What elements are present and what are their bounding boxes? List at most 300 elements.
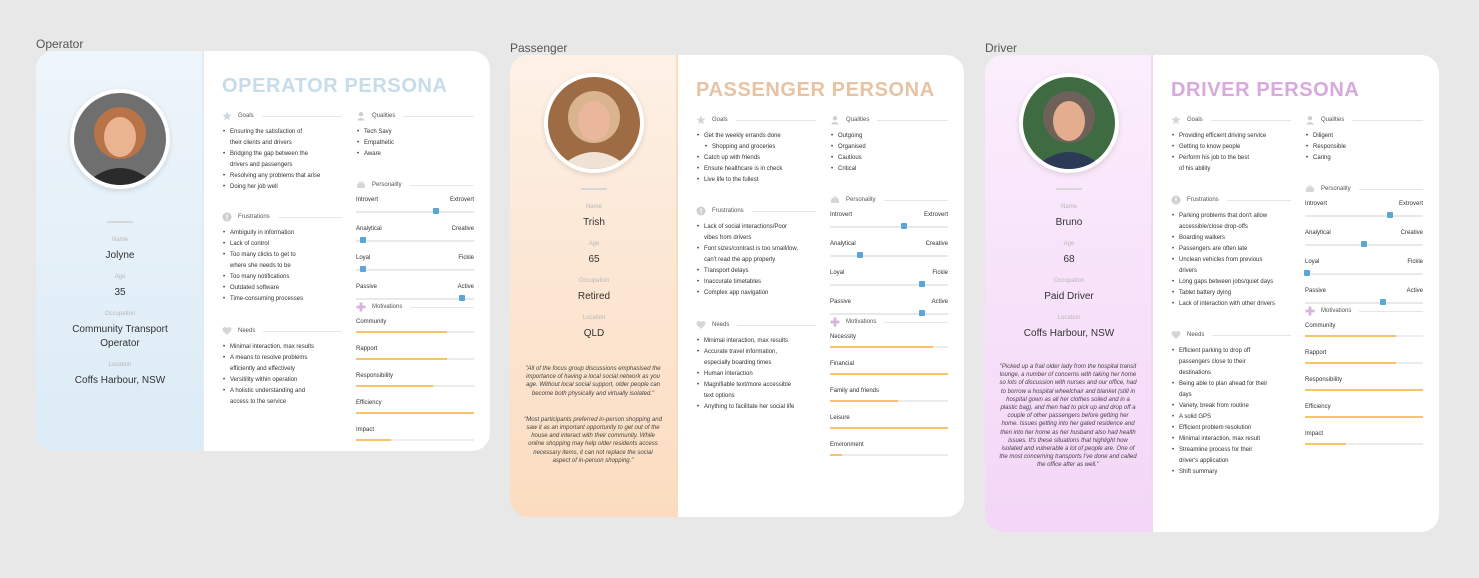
motivation-fill [830, 400, 898, 402]
frustrations-header [1171, 194, 1291, 206]
needs-item: destinations [1179, 370, 1212, 376]
motivation-bar [830, 334, 948, 355]
frustrations-section [1171, 194, 1291, 310]
avatar [544, 73, 644, 173]
star-icon [222, 111, 232, 121]
occupation-label: Occupation [104, 311, 136, 317]
persona-profile-panel [36, 51, 204, 451]
motivation-track [356, 331, 474, 333]
slider-handle[interactable] [857, 252, 863, 258]
person-icon [356, 111, 366, 121]
motivation-track [830, 373, 948, 375]
section-rule [1359, 189, 1423, 190]
motivation-fill [356, 439, 391, 441]
motivation-track [1305, 362, 1423, 364]
goals-item: • Live life to the fullest [696, 175, 816, 186]
goals-header [696, 114, 816, 126]
qualities-list [356, 127, 474, 160]
section-rule [263, 331, 342, 332]
goals-list [1171, 131, 1291, 175]
motivation-bar [1305, 404, 1423, 425]
slider-left-label: Loyal [356, 255, 371, 261]
slider-left-label: Introvert [356, 197, 379, 203]
frustrations-item: • Boarding walkers [1171, 233, 1291, 244]
personality-slider [356, 226, 474, 249]
occupation-value: Retired [577, 291, 611, 302]
separator [107, 221, 133, 223]
age-value: 65 [588, 254, 600, 265]
name-value: Trish [583, 217, 605, 228]
goals-title: Goals [1187, 117, 1203, 123]
section-rule [884, 200, 948, 201]
research-quote: "Most participants preferred in-person shopping and saw it as an important opportunity to get out of the house and interact with their community. While online shopping may help older residents access necessary items, it can not replace the social aspect of in-person shopping." [524, 416, 662, 464]
motivation-bar [830, 442, 948, 463]
goals-item: of his ability [1179, 166, 1211, 172]
goals-item: • Ensuring the satisfaction of [222, 127, 342, 138]
motivation-label: Responsibility [356, 373, 394, 379]
needs-item: • A means to resolve problems [222, 353, 342, 364]
goals-section [222, 110, 342, 193]
slider-handle[interactable] [1361, 241, 1367, 247]
slider-handle[interactable] [1387, 212, 1393, 218]
frustrations-item: accessible/close drop-offs [1179, 224, 1248, 230]
slider-track [830, 226, 948, 228]
motivation-label: Leisure [830, 415, 850, 421]
needs-header [1171, 329, 1291, 341]
goals-item: drivers and passengers [230, 162, 293, 168]
slider-right-label: Creative [451, 226, 474, 232]
research-quote: "All of the focus group discussions emphasised the importance of having a local social network as you age. Without local social support, older people can become both physically and virtually isolated." [525, 366, 661, 397]
needs-item: • A solid GPS [1171, 412, 1291, 423]
slider-right-label: Creative [1400, 230, 1423, 236]
frame-label: Operator [36, 37, 84, 51]
motivation-label: Necessity [830, 334, 857, 340]
slider-track [830, 284, 948, 286]
goals-title: Goals [238, 113, 254, 119]
needs-item: • Efficient problem resolution [1171, 423, 1291, 434]
motivation-fill [1305, 362, 1396, 364]
motivation-bar [830, 415, 948, 436]
motivation-fill [830, 427, 948, 429]
frustrations-item: can't read the app properly [704, 257, 776, 263]
quotes [999, 363, 1137, 470]
needs-title: Needs [1187, 332, 1205, 338]
needs-item: • Variety, break from routine [1171, 401, 1291, 412]
location-label: Location [1057, 315, 1081, 321]
goals-header [222, 110, 342, 122]
section-rule [737, 325, 816, 326]
slider-right-label: Extrovert [1398, 201, 1423, 207]
name-value: Bruno [1055, 217, 1083, 228]
frustrations-header [696, 205, 816, 217]
needs-item: driver's application [1179, 458, 1229, 464]
personality-title: Personality [372, 182, 402, 188]
needs-section [1171, 329, 1291, 478]
qualities-item: • Organised [830, 142, 948, 153]
slider-track [356, 240, 474, 242]
alert-icon [696, 206, 706, 216]
qualities-header [356, 110, 474, 122]
slider-left-label: Passive [1305, 288, 1327, 294]
frustrations-section [222, 211, 342, 305]
qualities-title: Qualities [846, 117, 870, 123]
frustrations-item: • Unclean vehicles from previous [1171, 255, 1291, 266]
age-value: 68 [1063, 254, 1075, 265]
motivation-label: Family and friends [830, 388, 880, 394]
motivation-label: Impact [1305, 431, 1324, 437]
section-rule [1212, 335, 1291, 336]
frustrations-section [696, 205, 816, 299]
section-rule [884, 322, 948, 323]
section-rule [410, 185, 474, 186]
age-label: Age [588, 241, 600, 247]
persona-title: OPERATOR PERSONA [222, 75, 448, 97]
frustrations-list [222, 228, 342, 305]
slider-track [1305, 302, 1423, 304]
age-label: Age [114, 274, 126, 280]
person-icon [830, 115, 840, 125]
frame-label: Passenger [510, 41, 568, 55]
needs-item: efficiently and effectively [230, 366, 295, 372]
goals-item: • Providing efficient driving service [1171, 131, 1291, 142]
slider-right-label: Fickle [1407, 259, 1423, 265]
goals-section [1171, 114, 1291, 175]
motivation-bar [830, 388, 948, 409]
section-rule [410, 307, 474, 308]
motivations-title: Motivations [372, 304, 403, 310]
section-rule [736, 120, 816, 121]
separator [581, 188, 607, 190]
personality-header [1305, 183, 1423, 195]
section-rule [877, 120, 948, 121]
slider-left-label: Passive [830, 299, 852, 305]
occupation-value: Community Transport Operator [72, 324, 168, 349]
frustrations-item: • Ambiguity in information [222, 228, 342, 239]
alert-icon [1171, 195, 1181, 205]
frustrations-title: Frustrations [1187, 197, 1219, 203]
needs-section [696, 319, 816, 413]
motivation-label: Efficiency [356, 400, 382, 406]
persona-card [510, 55, 964, 517]
age-value: 35 [114, 287, 126, 298]
frustrations-item: • Complex app navigation [696, 288, 816, 299]
qualities-list [1305, 131, 1423, 164]
slider-track [356, 211, 474, 213]
motivations-header [356, 301, 474, 313]
frustrations-item: • Outdated software [222, 283, 342, 294]
personality-slider [356, 255, 474, 278]
qualities-item: • Diligent [1305, 131, 1423, 142]
frustrations-item: drivers [1179, 268, 1198, 274]
separator [1056, 188, 1082, 190]
needs-item: • A holistic understanding and [222, 386, 342, 397]
motivation-track [1305, 416, 1423, 418]
motivation-fill [356, 358, 447, 360]
goals-item: • Shopping and groceries [696, 142, 816, 153]
needs-item: • Streamline process for their [1171, 445, 1291, 456]
needs-list [1171, 346, 1291, 478]
needs-item: • Being able to plan ahead for their [1171, 379, 1291, 390]
needs-item: access to the service [230, 399, 287, 405]
motivation-track [1305, 443, 1423, 445]
slider-left-label: Analytical [356, 226, 382, 232]
motivation-label: Efficiency [1305, 404, 1331, 410]
needs-title: Needs [238, 328, 256, 334]
qualities-item: • Tech Savy [356, 127, 474, 138]
slider-left-label: Passive [356, 284, 378, 290]
personality-slider [830, 212, 948, 235]
needs-item: • Efficient parking to drop off [1171, 346, 1291, 357]
alert-icon [222, 212, 232, 222]
slider-handle[interactable] [360, 266, 366, 272]
slider-left-label: Loyal [1305, 259, 1320, 265]
frustrations-title: Frustrations [238, 214, 270, 220]
goals-item: • Get the weekly errands done [696, 131, 816, 142]
qualities-item: • Outgoing [830, 131, 948, 142]
mood-icon [356, 180, 366, 190]
goals-item: • Resolving any problems that arise [222, 171, 342, 182]
motivation-bar [356, 346, 474, 367]
avatar [1019, 73, 1119, 173]
location-label: Location [582, 315, 606, 321]
motivation-bar [1305, 431, 1423, 452]
motivation-fill [356, 385, 433, 387]
slider-track [356, 298, 474, 300]
needs-item: especially boarding times [704, 360, 772, 366]
motivation-track [830, 454, 948, 456]
frustrations-item: • Transport delays [696, 266, 816, 277]
persona-title: PASSENGER PERSONA [696, 79, 935, 101]
needs-item: • Accurate travel information, [696, 347, 816, 358]
motivation-track [830, 427, 948, 429]
quotes [524, 365, 662, 465]
location-value: Coffs Harbour, NSW [1023, 328, 1115, 339]
persona-card [985, 55, 1439, 532]
personality-slider [1305, 230, 1423, 253]
occupation-label: Occupation [578, 278, 610, 284]
slider-left-label: Analytical [830, 241, 856, 247]
motivation-track [356, 439, 474, 441]
frustrations-item: • Long gaps between jobs/quiet days [1171, 277, 1291, 288]
needs-item: days [1179, 392, 1192, 398]
section-rule [1211, 120, 1291, 121]
motivation-track [356, 385, 474, 387]
motivation-fill [356, 331, 447, 333]
motivation-bar [356, 427, 474, 448]
motivation-label: Impact [356, 427, 375, 433]
frustrations-item: • Too many notifications [222, 272, 342, 283]
frustrations-item: • Tablet battery dying [1171, 288, 1291, 299]
motivation-bar [356, 319, 474, 340]
motivations-header [830, 316, 948, 328]
slider-handle[interactable] [919, 281, 925, 287]
goals-item: • Catch up with friends [696, 153, 816, 164]
motivation-label: Community [356, 319, 387, 325]
slider-right-label: Fickle [458, 255, 474, 261]
slider-track [830, 255, 948, 257]
needs-header [222, 325, 342, 337]
motivation-fill [1305, 335, 1396, 337]
slider-handle[interactable] [1304, 270, 1310, 276]
motivation-bar [1305, 323, 1423, 344]
goals-list [222, 127, 342, 193]
frustrations-item: where she needs to be [230, 263, 291, 269]
motivation-label: Community [1305, 323, 1336, 329]
motivation-track [356, 358, 474, 360]
person-icon [1305, 115, 1315, 125]
motivations-section [1305, 305, 1423, 452]
age-label: Age [1063, 241, 1075, 247]
frustrations-item: • Font sizes/contrast is too small/low, [696, 244, 816, 255]
goals-item: • Getting to know people [1171, 142, 1291, 153]
qualities-section [356, 110, 474, 160]
personality-slider [356, 197, 474, 220]
motivations-title: Motivations [846, 319, 877, 325]
qualities-section [830, 114, 948, 175]
needs-list [696, 336, 816, 413]
personality-section [356, 179, 474, 307]
frame-label: Driver [985, 41, 1017, 55]
motivation-track [1305, 335, 1423, 337]
mood-icon [830, 195, 840, 205]
motivations-title: Motivations [1321, 308, 1352, 314]
frustrations-item: • Too many clicks to get to [222, 250, 342, 261]
frustrations-item: • Passengers are often late [1171, 244, 1291, 255]
section-rule [1359, 311, 1423, 312]
heart-icon [1171, 330, 1181, 340]
qualities-item: • Empathetic [356, 138, 474, 149]
qualities-item: • Caring [1305, 153, 1423, 164]
research-quote: "Picked up a frail older lady from the hospital transit lounge, a number of concerns with taking her home so lots of discussion with nurses and our office, had to borrow a hospital wheelchair and blanket (still in hospital gown as all her clothes soiled and in a plastic bag), and then had to pick up and drop off a couple of other passengers before getting her home. Issues getting into her gated residence and then into her home as her husband also had health issues. It's these situations that highlight how isolated and vulnerable a lot of people are. One of the most concerning transports I've done and called the office after as well." [999, 364, 1137, 469]
persona-details [985, 188, 1153, 341]
motivation-fill [830, 373, 948, 375]
motivations-section [830, 316, 948, 463]
frustrations-header [222, 211, 342, 223]
location-value: QLD [583, 328, 605, 339]
slider-left-label: Introvert [830, 212, 853, 218]
heart-icon [696, 320, 706, 330]
goals-item: • Doing her job well [222, 182, 342, 193]
needs-item: passengers close to their [1179, 359, 1246, 365]
motivation-label: Financial [830, 361, 855, 367]
section-rule [752, 211, 816, 212]
personality-slider [1305, 259, 1423, 282]
name-value: Jolyne [105, 250, 135, 261]
section-rule [262, 116, 342, 117]
qualities-title: Qualities [372, 113, 396, 119]
frustrations-list [696, 222, 816, 299]
personality-slider [1305, 201, 1423, 224]
qualities-list [830, 131, 948, 175]
slider-track [1305, 215, 1423, 217]
persona-profile-panel [985, 55, 1153, 532]
slider-right-label: Creative [925, 241, 948, 247]
slider-right-label: Fickle [932, 270, 948, 276]
needs-list [222, 342, 342, 408]
needs-item: • Human interaction [696, 369, 816, 380]
needs-item: • Shift summary [1171, 467, 1291, 478]
motivation-label: Rapport [356, 346, 378, 352]
slider-right-label: Extrovert [923, 212, 948, 218]
qualities-item: • Aware [356, 149, 474, 160]
frustrations-item: • Inaccurate timetables [696, 277, 816, 288]
motivation-fill [356, 412, 474, 414]
star-icon [696, 115, 706, 125]
needs-item: text options [704, 393, 735, 399]
name-label: Name [1060, 204, 1077, 210]
slider-track [1305, 273, 1423, 275]
persona-title: DRIVER PERSONA [1171, 79, 1360, 101]
slider-right-label: Active [931, 299, 948, 305]
needs-item: • Anything to facilitate her social life [696, 402, 816, 413]
motivation-label: Rapport [1305, 350, 1327, 356]
motivations-section [356, 301, 474, 448]
location-value: Coffs Harbour, NSW [74, 375, 166, 386]
personality-title: Personality [846, 197, 876, 203]
personality-header [830, 194, 948, 206]
motivation-label: Responsibility [1305, 377, 1343, 383]
qualities-section [1305, 114, 1423, 164]
needs-header [696, 319, 816, 331]
persona-profile-panel [510, 55, 678, 517]
motivation-track [830, 346, 948, 348]
qualities-header [830, 114, 948, 126]
needs-item: • Minimal interaction, max results [222, 342, 342, 353]
motivation-label: Environment [830, 442, 864, 448]
motivation-track [356, 412, 474, 414]
needs-section [222, 325, 342, 408]
frustrations-list [1171, 211, 1291, 310]
qualities-header [1305, 114, 1423, 126]
needs-item: • Minimal interaction, max result [1171, 434, 1291, 445]
frustrations-item: • Lack of interaction with other drivers [1171, 299, 1291, 310]
personality-header [356, 179, 474, 191]
frustrations-title: Frustrations [712, 208, 744, 214]
frustrations-item: • Time-consuming processes [222, 294, 342, 305]
occupation-value: Paid Driver [1044, 291, 1094, 302]
needs-item: • Minimal interaction, max results [696, 336, 816, 347]
slider-handle[interactable] [901, 223, 907, 229]
occupation-label: Occupation [1053, 278, 1085, 284]
qualities-title: Qualities [1321, 117, 1345, 123]
motivation-track [1305, 389, 1423, 391]
frustrations-item: • Lack of control [222, 239, 342, 250]
motivation-fill [1305, 389, 1423, 391]
section-rule [1227, 200, 1291, 201]
motivation-bar [1305, 377, 1423, 398]
slider-handle[interactable] [360, 237, 366, 243]
personality-section [830, 194, 948, 322]
plus-icon [830, 317, 840, 327]
slider-right-label: Active [1406, 288, 1423, 294]
plus-icon [1305, 306, 1315, 316]
motivation-bar [356, 400, 474, 421]
needs-title: Needs [712, 322, 730, 328]
personality-title: Personality [1321, 186, 1351, 192]
needs-item: • Versitility within operation [222, 375, 342, 386]
qualities-item: • Cautious [830, 153, 948, 164]
motivation-bar [356, 373, 474, 394]
goals-header [1171, 114, 1291, 126]
qualities-item: • Critical [830, 164, 948, 175]
slider-handle[interactable] [433, 208, 439, 214]
persona-details [510, 188, 678, 341]
motivation-track [830, 400, 948, 402]
motivation-fill [830, 346, 933, 348]
heart-icon [222, 326, 232, 336]
slider-left-label: Loyal [830, 270, 845, 276]
location-label: Location [108, 362, 132, 368]
